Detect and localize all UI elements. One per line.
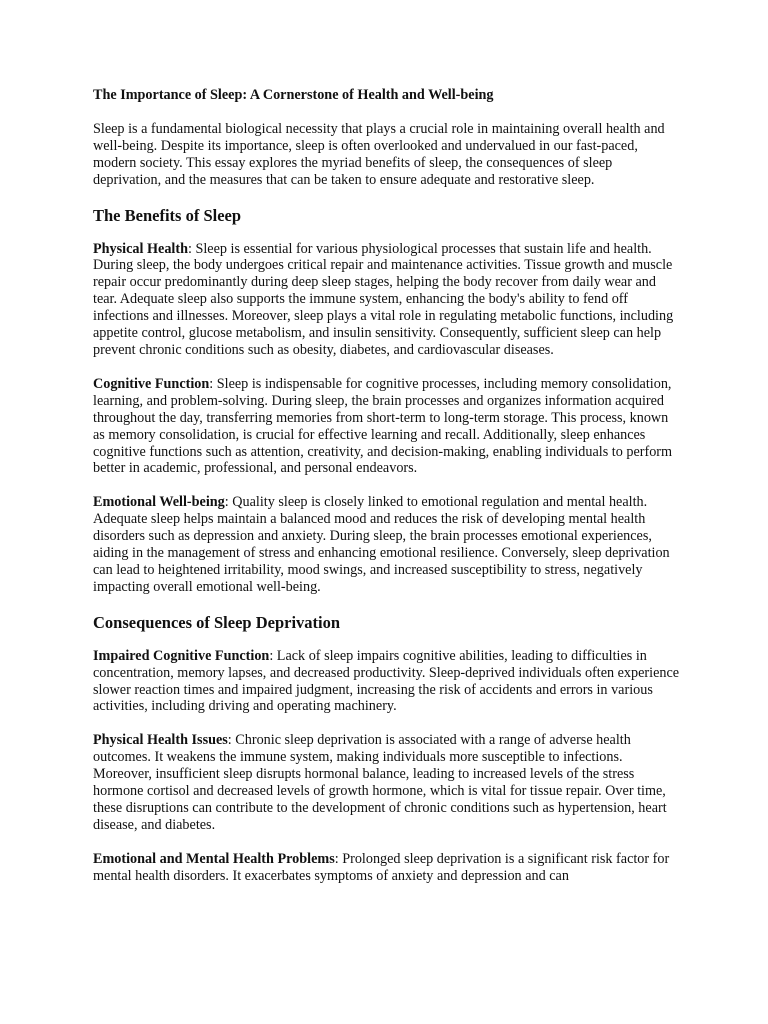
paragraph-physical-health-issues	[93, 732, 683, 833]
paragraph-term: Cognitive Function	[93, 375, 210, 392]
document-page	[93, 87, 683, 902]
paragraph-emotional-mental-health	[93, 851, 683, 885]
paragraph-text: : Quality sleep is closely linked to emotional regulation and mental health. Adequate sleep helps maintain a balanced mood and reduces the risk of developing mental health disorders such as depression and anxiety. During sleep, the brain processes emotional experiences, aiding in the management of stress and enhancing emotional resilience. Conversely, sleep deprivation can lead to heightened irritability, mood swings, and increased susceptibility to stress, negatively impacting overall emotional well-being.	[93, 494, 670, 595]
paragraph-text: : Lack of sleep impairs cognitive abilities, leading to difficulties in concentration, memory lapses, and decreased productivity. Sleep-deprived individuals often experience slower reaction times and impaired judgment, increasing the risk of accidents and errors in various activities, including driving and operating machinery.	[93, 647, 680, 715]
intro-paragraph: Sleep is a fundamental biological necessity that plays a crucial role in maintaining overall health and well-being. Despite its importance, sleep is often overlooked and undervalued in our fast-paced, modern society. This essay explores the myriad benefits of sleep, the consequences of sleep deprivation, and the measures that can be taken to ensure adequate and restorative sleep.	[93, 120, 665, 188]
paragraph-text: : Sleep is essential for various physiological processes that sustain life and health. During sleep, the body undergoes critical repair and maintenance activities. Tissue growth and muscle repair occur predominantly during deep sleep stages, helping the body recover from daily wear and tear. Adequate sleep also supports the immune system, enhancing the body's ability to fend off infections and illnesses. Moreover, sleep plays a vital role in regulating metabolic functions, including appetite control, glucose metabolism, and insulin sensitivity. Consequently, sufficient sleep can help prevent chronic conditions such as obesity, diabetes, and cardiovascular diseases.	[93, 240, 674, 358]
paragraph-cognitive-function	[93, 376, 683, 477]
section-consequences	[93, 613, 683, 885]
section-benefits	[93, 206, 683, 596]
document-title: The Importance of Sleep: A Cornerstone of Health and Well-being	[93, 87, 494, 103]
paragraph-term: Physical Health	[93, 240, 188, 257]
paragraph-text: : Chronic sleep deprivation is associated with a range of adverse health outcomes. It weakens the immune system, making individuals more susceptible to infections. Moreover, insufficient sleep disrupts hormonal balance, leading to increased levels of the stress hormone cortisol and decreased levels of growth hormone, which is vital for tissue repair. Over time, these disruptions can contribute to the development of chronic conditions such as hypertension, heart disease, and diabetes.	[93, 732, 667, 833]
paragraph-impaired-cognitive-function	[93, 648, 683, 716]
paragraph-term: Emotional Well-being	[93, 494, 225, 511]
paragraph-emotional-well-being	[93, 494, 683, 595]
paragraph-term: Physical Health Issues	[93, 732, 228, 749]
paragraph-text: : Prolonged sleep deprivation is a significant risk factor for mental health disorders. It exacerbates symptoms of anxiety and depression and can	[93, 850, 670, 884]
paragraph-physical-health	[93, 241, 683, 359]
section-heading: Consequences of Sleep Deprivation	[93, 612, 341, 632]
paragraph-term: Impaired Cognitive Function	[93, 647, 270, 664]
paragraph-text: : Sleep is indispensable for cognitive processes, including memory consolidation, learning, and problem-solving. During sleep, the brain processes and organizes information acquired throughout the day, transferring memories from short-term to long-term storage. This process, known as memory consolidation, is crucial for effective learning and recall. Additionally, sleep enhances cognitive functions such as attention, creativity, and decision-making, enabling individuals to perform better in academic, professional, and personal endeavors.	[93, 375, 673, 477]
paragraph-term: Emotional and Mental Health Problems	[93, 850, 335, 867]
section-heading: The Benefits of Sleep	[93, 205, 242, 225]
